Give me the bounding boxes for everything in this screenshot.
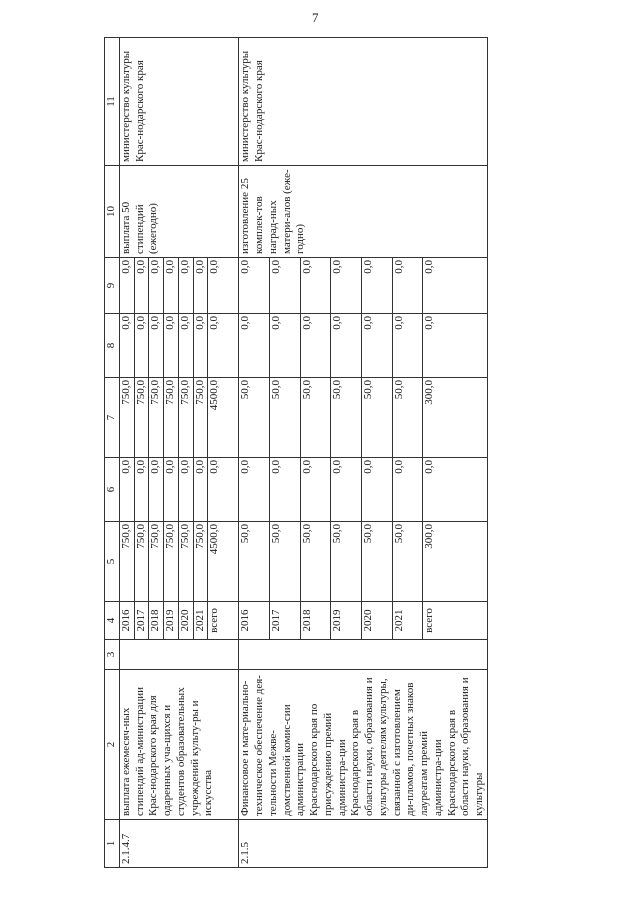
year-cell: 2017 <box>269 602 300 640</box>
value-cell-c7: 50,0 <box>392 378 423 458</box>
value-cell-c5: 50,0 <box>269 522 300 602</box>
year-cell: 2019 <box>331 602 362 640</box>
col-header: 8 <box>105 314 120 378</box>
value-cell-c6: 0,0 <box>361 458 392 522</box>
value-cell-c6: 0,0 <box>392 458 423 522</box>
col-header: 3 <box>105 640 120 670</box>
value-cell-c6: 0,0 <box>149 458 164 522</box>
col-header: 6 <box>105 458 120 522</box>
row-col3 <box>239 640 488 670</box>
col-header: 2 <box>105 670 120 820</box>
col-header: 10 <box>105 166 120 258</box>
value-cell-c8: 0,0 <box>239 314 270 378</box>
value-cell-c6: 0,0 <box>239 458 270 522</box>
value-cell-c8: 0,0 <box>164 314 179 378</box>
value-cell-c7: 300,0 <box>423 378 487 458</box>
value-cell-c6: 0,0 <box>178 458 193 522</box>
value-cell-c7: 4500,0 <box>208 378 239 458</box>
value-cell-c9: 0,0 <box>164 258 179 314</box>
year-cell: 2020 <box>361 602 392 640</box>
col-header: 4 <box>105 602 120 640</box>
value-cell-c9: 0,0 <box>331 258 362 314</box>
header-row <box>105 38 120 868</box>
year-cell: 2016 <box>239 602 270 640</box>
value-cell-c8: 0,0 <box>134 314 149 378</box>
page-number: 7 <box>312 10 319 25</box>
value-cell-c8: 0,0 <box>208 314 239 378</box>
total-label: всего <box>423 602 487 640</box>
value-cell-c9: 0,0 <box>269 258 300 314</box>
value-cell-c8: 0,0 <box>119 314 134 378</box>
value-cell-c6: 0,0 <box>331 458 362 522</box>
value-cell-c6: 0,0 <box>300 458 331 522</box>
value-cell-c7: 750,0 <box>119 378 134 458</box>
value-cell-c8: 0,0 <box>193 314 208 378</box>
value-cell-c5: 50,0 <box>239 522 270 602</box>
value-cell-c5: 750,0 <box>149 522 164 602</box>
value-cell-c5: 50,0 <box>331 522 362 602</box>
value-cell-c9: 0,0 <box>149 258 164 314</box>
result-cell: выплата 50 стипендий (ежегодно) <box>119 166 239 258</box>
value-cell-c7: 750,0 <box>178 378 193 458</box>
value-cell-c9: 0,0 <box>423 258 487 314</box>
value-cell-c7: 750,0 <box>164 378 179 458</box>
value-cell-c8: 0,0 <box>269 314 300 378</box>
value-cell-c9: 0,0 <box>193 258 208 314</box>
value-cell-c9: 0,0 <box>239 258 270 314</box>
value-cell-c8: 0,0 <box>331 314 362 378</box>
year-cell: 2021 <box>392 602 423 640</box>
col-header: 1 <box>105 820 120 868</box>
value-cell-c9: 0,0 <box>178 258 193 314</box>
value-cell-c5: 750,0 <box>193 522 208 602</box>
value-cell-c6: 0,0 <box>269 458 300 522</box>
row-id: 2.1.4.7 <box>119 820 239 868</box>
value-cell-c7: 750,0 <box>134 378 149 458</box>
year-cell: 2016 <box>119 602 134 640</box>
value-cell-c9: 0,0 <box>119 258 134 314</box>
value-cell-c5: 300,0 <box>423 522 487 602</box>
value-cell-c9: 0,0 <box>361 258 392 314</box>
table-row <box>119 38 134 868</box>
value-cell-c9: 0,0 <box>208 258 239 314</box>
value-cell-c8: 0,0 <box>392 314 423 378</box>
row-name: Финансовое и мате-риально-техническое обеспечение дея-тельности Межве-домственной комис-сии администрации Краснодарского края по присуждению премий администра-ции Краснодарского края в области науки, образования и культуры деятелям культуры, связанной с изготовлением ди-пломов, почетных знаков лауреатам премий администра-ции Краснодарского края в области науки, образования и культуры <box>239 670 488 820</box>
year-cell: 2021 <box>193 602 208 640</box>
value-cell-c8: 0,0 <box>178 314 193 378</box>
col-header: 7 <box>105 378 120 458</box>
rotated-table-container <box>104 38 584 868</box>
value-cell-c7: 50,0 <box>331 378 362 458</box>
col-header: 11 <box>105 38 120 166</box>
value-cell-c5: 50,0 <box>361 522 392 602</box>
value-cell-c6: 0,0 <box>119 458 134 522</box>
value-cell-c9: 0,0 <box>300 258 331 314</box>
year-cell: 2020 <box>178 602 193 640</box>
value-cell-c7: 50,0 <box>361 378 392 458</box>
executor-cell: министерство культуры Крас-нодарского края <box>119 38 239 166</box>
table-body <box>119 38 487 868</box>
total-label: всего <box>208 602 239 640</box>
value-cell-c5: 4500,0 <box>208 522 239 602</box>
value-cell-c8: 0,0 <box>361 314 392 378</box>
year-cell: 2017 <box>134 602 149 640</box>
col-header: 9 <box>105 258 120 314</box>
row-col3 <box>119 640 239 670</box>
program-table <box>104 37 488 868</box>
year-cell: 2018 <box>149 602 164 640</box>
executor-cell: министерство культуры Крас-нодарского края <box>239 38 488 166</box>
row-id: 2.1.5 <box>239 820 488 868</box>
value-cell-c6: 0,0 <box>208 458 239 522</box>
row-name: выплата ежемесяч-ных стипендий ад-министрации Крас-нодарского края для одаренных уча-щихся и студентов образовательных учреждений культу-ры и искусства <box>119 670 239 820</box>
result-cell: изготовление 25 комплек-тов наград-ных матери-алов (еже-годно) <box>239 166 488 258</box>
year-cell: 2018 <box>300 602 331 640</box>
value-cell-c5: 750,0 <box>164 522 179 602</box>
value-cell-c8: 0,0 <box>423 314 487 378</box>
value-cell-c7: 750,0 <box>149 378 164 458</box>
value-cell-c5: 750,0 <box>178 522 193 602</box>
value-cell-c6: 0,0 <box>164 458 179 522</box>
value-cell-c6: 0,0 <box>134 458 149 522</box>
value-cell-c7: 50,0 <box>239 378 270 458</box>
table-row <box>239 38 270 868</box>
value-cell-c7: 50,0 <box>269 378 300 458</box>
value-cell-c5: 750,0 <box>119 522 134 602</box>
value-cell-c8: 0,0 <box>149 314 164 378</box>
value-cell-c5: 50,0 <box>392 522 423 602</box>
value-cell-c5: 50,0 <box>300 522 331 602</box>
value-cell-c9: 0,0 <box>134 258 149 314</box>
value-cell-c9: 0,0 <box>392 258 423 314</box>
value-cell-c6: 0,0 <box>193 458 208 522</box>
value-cell-c8: 0,0 <box>300 314 331 378</box>
col-header: 5 <box>105 522 120 602</box>
value-cell-c7: 50,0 <box>300 378 331 458</box>
year-cell: 2019 <box>164 602 179 640</box>
value-cell-c6: 0,0 <box>423 458 487 522</box>
value-cell-c7: 750,0 <box>193 378 208 458</box>
value-cell-c5: 750,0 <box>134 522 149 602</box>
